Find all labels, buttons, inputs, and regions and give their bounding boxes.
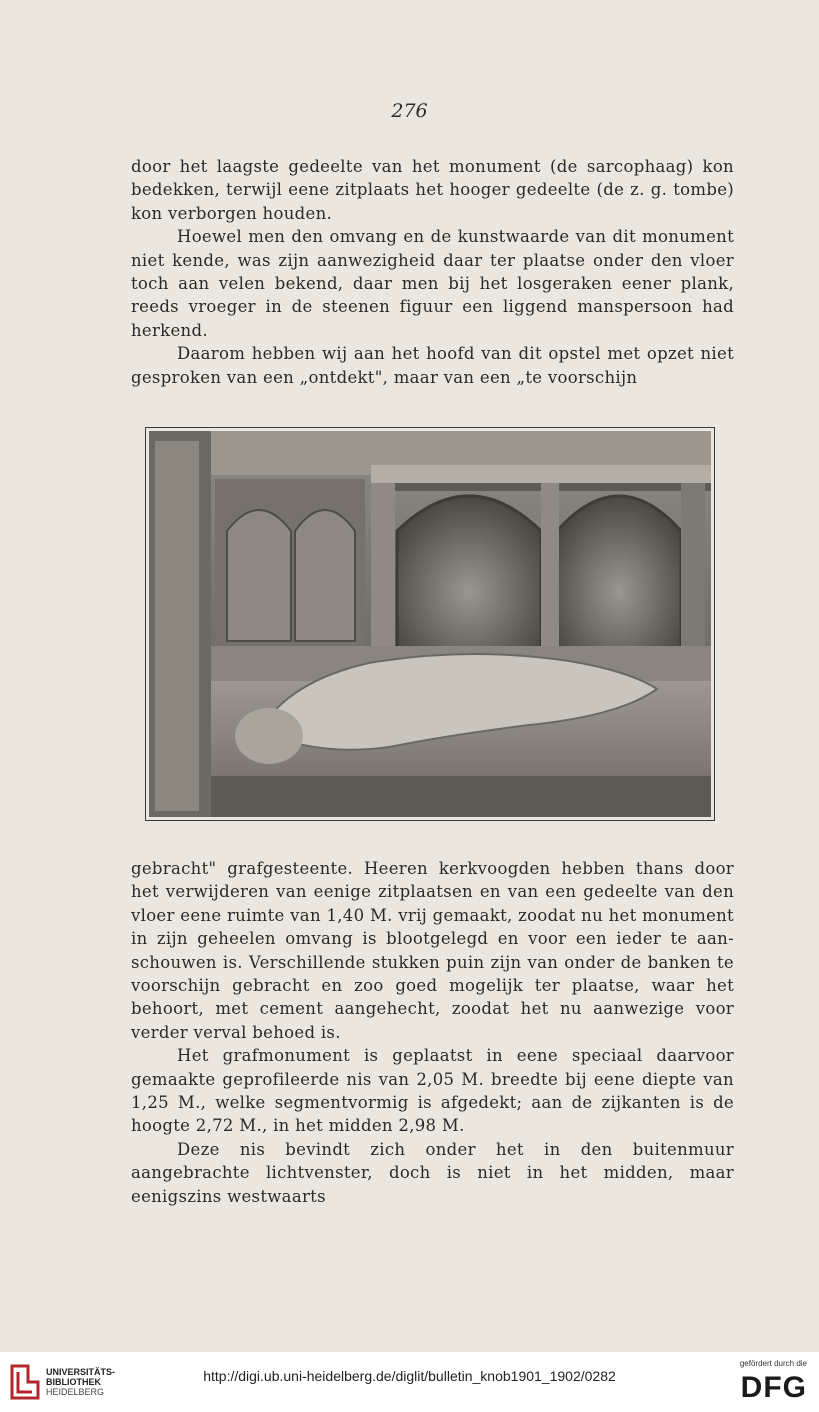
paragraph: Daarom hebben wij aan het hoofd van dit opstel met opzet niet gesproken van een „ontdekt", maar van een „te voorschijn — [131, 344, 734, 387]
dfg-logo: DFG — [740, 1371, 807, 1404]
tomb-photograph-icon — [149, 431, 711, 817]
library-line: BIBLIOTHEK — [46, 1377, 101, 1387]
paragraph: Hoewel men den omvang en de kunstwaarde van dit monument niet kende, was zijn aanwezigheid daar ter plaatse onder den vloer toch aan velen bekend, daar men bij het losgeraken eener plank, reeds vroeger in de steenen figuur een liggend manspersoon had herkend. — [131, 227, 734, 340]
permalink-url[interactable]: http://digi.ub.uni-heidelberg.de/diglit/bulletin_knob1901_1902/0282 — [203, 1368, 616, 1384]
paragraph: Het grafmonument is geplaatst in eene speciaal daarvoor gemaakte geprofileerde nis van 2,05 M. breedte bij eene diepte van 1,25 M., welke segmentvormig is afgedekt; aan de zijkanten is de hoogte 2,72 M., in het midden 2,98 M. — [131, 1046, 734, 1136]
page-number: 276 — [391, 100, 428, 122]
paragraph: door het laagste gedeelte van het monument (de sarcophaag) kon bedekken, terwijl eene zitplaats het hooger gedeelte (de z. g. tombe) kon verborgen houden. — [131, 157, 734, 223]
figure-photograph — [145, 427, 715, 821]
library-line: UNIVERSITÄTS- — [46, 1367, 116, 1377]
text-block-top — [131, 155, 734, 389]
paragraph: Deze nis bevindt zich onder het in den buitenmuur aangebrachte lichtvenster, doch is niet in het midden, maar eenigszins westwaarts — [131, 1139, 734, 1206]
funding-note: gefördert durch die — [739, 1359, 807, 1368]
paragraph: gebracht" grafgesteente. Heeren kerkvoogden hebben thans door het verwijderen van eenige zitplaatsen en van een gedeelte van den vloer eene ruimte van 1,40 M. vrij gemaakt, zoodat nu het monument in zijn geheelen omvang is blootgelegd en voor een ieder te aan-schouwen is. Verschillende stukken puin zijn van onder de banken te voorschijn gebracht en zoo goed mogelijk ter plaatse, waar het behoort, met cement aangehecht, zoodat het nu aanwezige voor verder verval behoed is. — [131, 859, 734, 1042]
library-line: HEIDELBERG — [46, 1387, 105, 1397]
footer-bar — [0, 1352, 819, 1412]
text-block-bottom — [131, 857, 734, 1208]
